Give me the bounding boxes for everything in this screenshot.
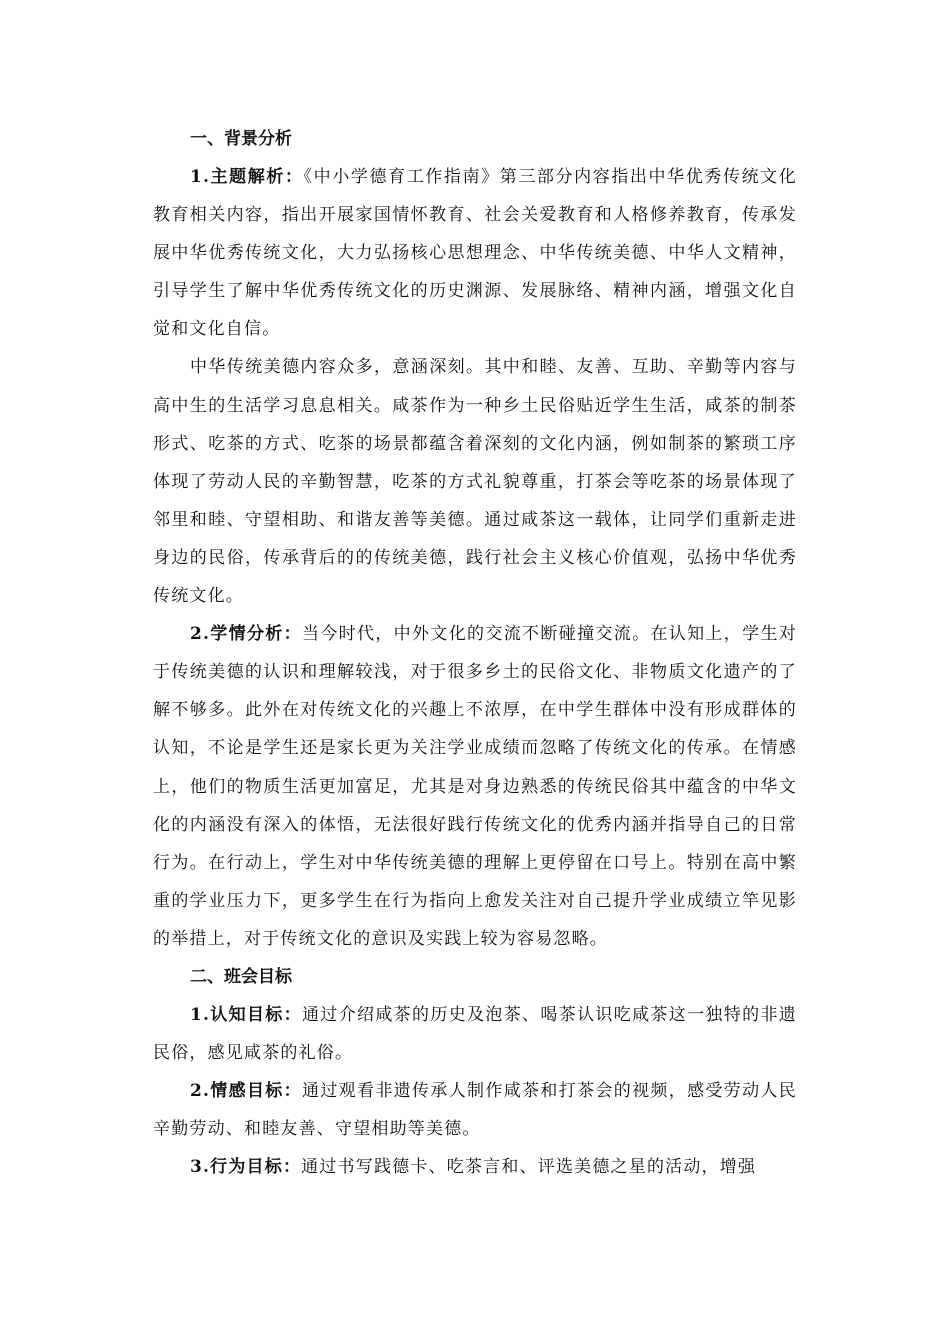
paragraph-lead: 1.认知目标： — [190, 1004, 302, 1025]
paragraph-emotional-goal — [153, 1072, 797, 1148]
paragraph-cognitive-goal — [153, 996, 797, 1072]
paragraph-text: 《中小学德育工作指南》第三部分内容指出中华优秀传统文化教育相关内容，指出开展家国情怀教育、社会关爱教育和人格修养教育，传承发展中华优秀传统文化，大力弘扬核心思想理念、中华传统美德、中华人文精神，引导学生了解中华优秀传统文化的历史渊源、发展脉络、精神内涵，增强文化自觉和文化自信。 — [153, 167, 797, 340]
section-heading-background: 一、背景分析 — [190, 129, 292, 149]
section-heading-goals: 二、班会目标 — [190, 966, 292, 987]
paragraph-student-analysis — [153, 615, 797, 958]
paragraph-lead: 3.行为目标： — [190, 1157, 302, 1178]
paragraph-lead: 1.主题解析： — [190, 167, 304, 187]
paragraph-lead: 2.情感目标： — [190, 1081, 302, 1102]
paragraph-traditional-virtues — [153, 348, 797, 615]
paragraph-text: 通过书写践德卡、吃茶言和、评选美德之星的活动，增强 — [301, 1157, 757, 1178]
paragraph-lead: 2.学情分析： — [190, 624, 302, 645]
paragraph-text: 中华传统美德内容众多，意涵深刻。其中和睦、友善、互助、辛勤等内容与高中生的生活学习息息相关。咸茶作为一种乡土民俗贴近学生生活，咸茶的制茶形式、吃茶的方式、吃茶的场景都蕴含着深刻的文化内涵，例如制茶的繁琐工序体现了劳动人民的辛勤智慧，吃茶的方式礼貌尊重，打茶会等吃茶的场景体现了邻里和睦、守望相助、和谐友善等美德。通过咸茶这一载体，让同学们重新走进身边的民俗，传承背后的的传统美德，践行社会主义核心价值观，弘扬中华优秀传统文化。 — [153, 357, 797, 607]
paragraph-text: 通过介绍咸茶的历史及泡茶、喝茶认识吃咸茶这一独特的非遗民俗，感见咸茶的礼俗。 — [153, 1004, 797, 1064]
paragraph-text: 当今时代，中外文化的交流不断碰撞交流。在认知上，学生对于传统美德的认识和理解较浅，对于很多乡土的民俗文化、非物质文化遗产的了解不够多。此外在对传统文化的兴趣上不浓厚，在中学生群体中没有形成群体的认知，不论是学生还是家长更为关注学业成绩而忽略了传统文化的传承。在情感上，他们的物质生活更加富足，尤其是对身边熟悉的传统民俗其中蕴含的中华文化的内涵没有深入的体悟，无法很好践行传统文化的优秀内涵并指导自己的日常行为。在行动上，学生对中华传统美德的理解上更停留在口号上。特别在高中繁重的学业压力下，更多学生在行为指向上愈发关注对自己提升学业成绩立竿见影的举措上，对于传统文化的意识及实践上较为容易忽略。 — [153, 624, 797, 949]
paragraph-behavior-goal — [153, 1148, 797, 1186]
paragraph-text: 通过观看非遗传承人制作咸茶和打茶会的视频，感受劳动人民辛勤劳动、和睦友善、守望相助等美德。 — [153, 1081, 797, 1140]
paragraph-theme-analysis — [153, 158, 797, 348]
